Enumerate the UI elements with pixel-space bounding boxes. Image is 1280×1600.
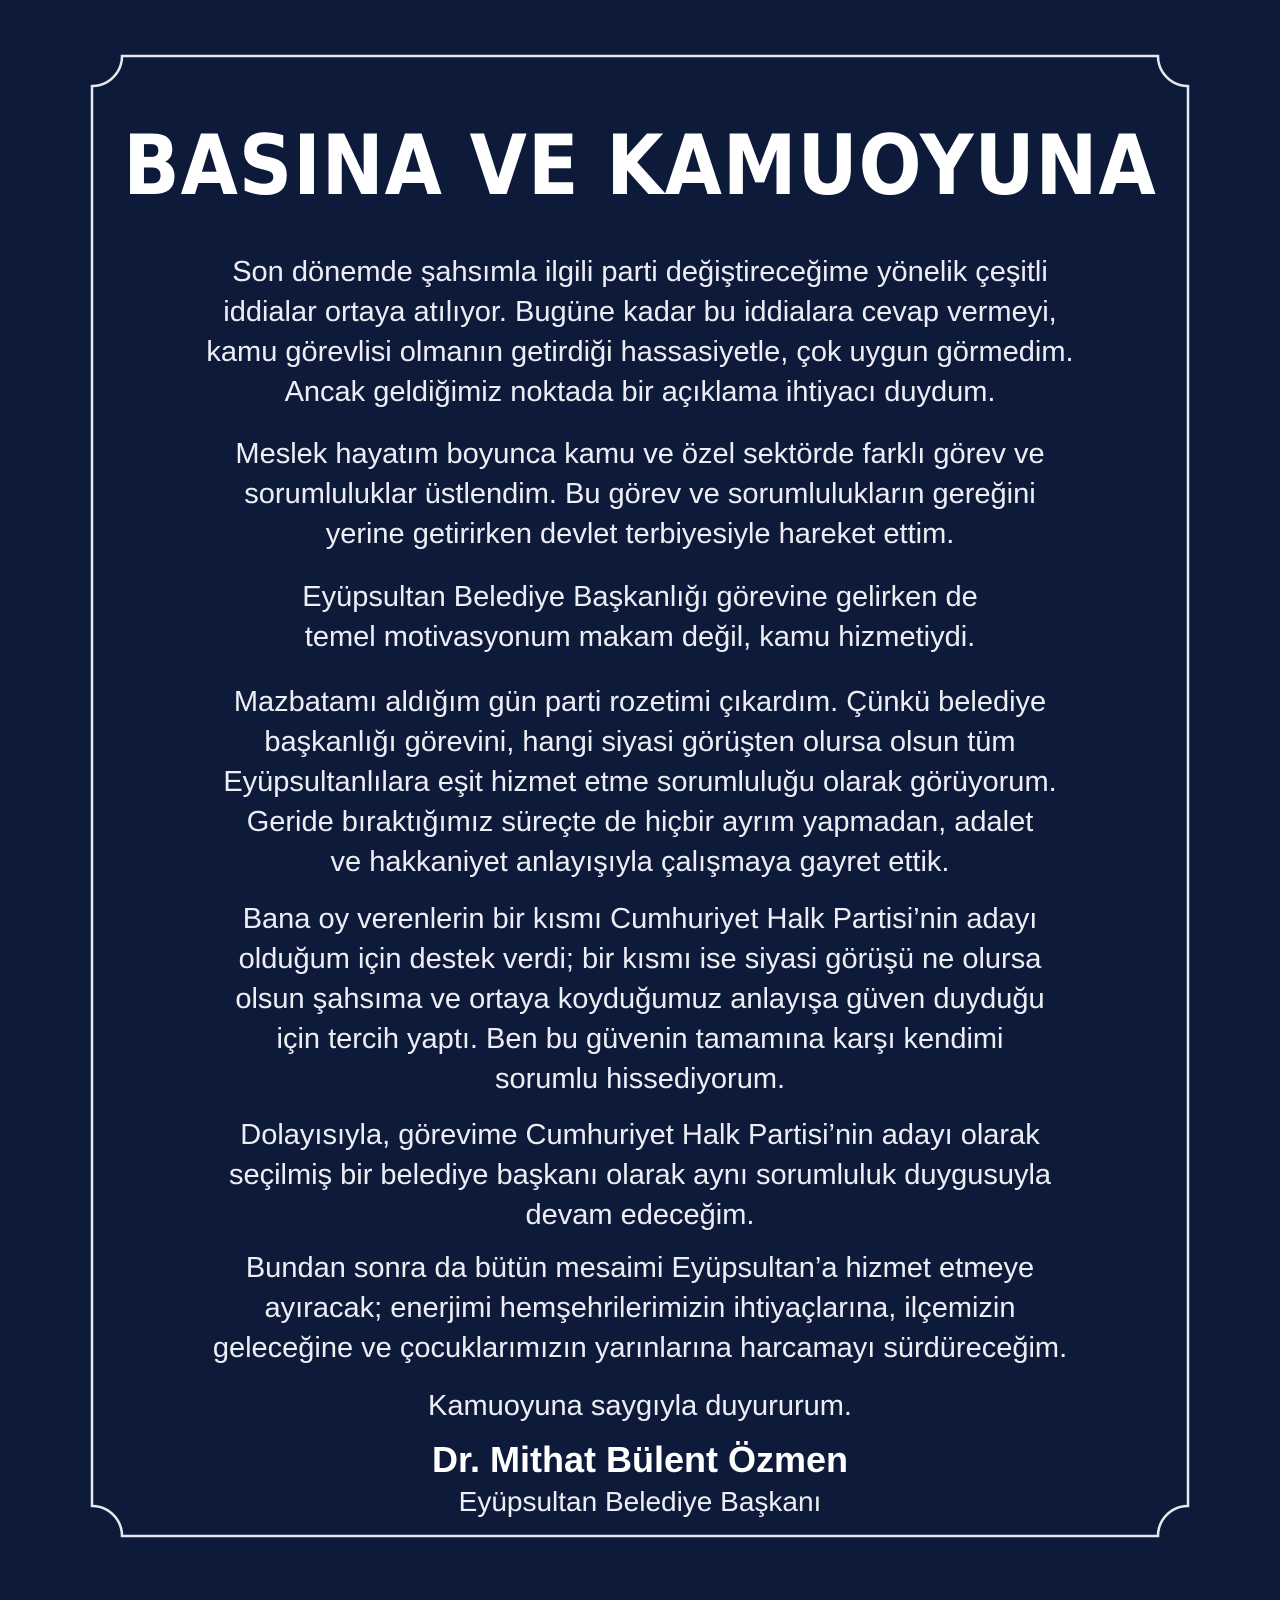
signature-name: Dr. Mithat Bülent Özmen: [431, 1439, 849, 1480]
paragraph-6: Dolayısıyla, görevime Cumhuriyet Halk Partisi’nin adayı olarak seçilmiş bir belediye başkanı olarak aynı sorumluluk duygusuyla devam edeceğim.: [228, 1119, 1052, 1231]
announcement-heading: BASINA VE KAMUOYUNA: [123, 117, 1157, 214]
paragraph-3: Eyüpsultan Belediye Başkanlığı görevine gelirken de temel motivasyonum makam değil, kamu hizmetiydi.: [302, 581, 978, 653]
signature-title: Eyüpsultan Belediye Başkanı: [458, 1486, 822, 1517]
announcement: [120, 0, 1160, 1600]
closing-line: Kamuoyuna saygıyla duyururum.: [428, 1390, 852, 1422]
paragraph-1: Son dönemde şahsımla ilgili parti değiştireceğime yönelik çeşitli iddialar ortaya atılıyor. Bugüne kadar bu iddialara cevap vermeyi, kamu görevlisi olmanın getirdiği hassasiyetle, çok uygun görmedim. Ancak geldiğimiz noktada bir açıklama ihtiyacı duydum.: [206, 256, 1074, 408]
paragraph-7: Bundan sonra da bütün mesaimi Eyüpsultan’a hizmet etmeye ayıracak; enerjimi hemşehrilerimizin ihtiyaçlarına, ilçemizin geleceğine ve çocuklarımızın yarınlarına harcamayı sürdüreceğim.: [212, 1252, 1068, 1364]
paragraph-4: Mazbatamı aldığım gün parti rozetimi çıkardım. Çünkü belediye başkanlığı görevini, hangi siyasi görüşten olursa olsun tüm Eyüpsultanlılara eşit hizmet etme sorumluluğu olarak görüyorum. Geride bıraktığımız süreçte de hiçbir ayrım yapmadan, adalet ve hakkaniyet anlayışıyla çalışmaya gayret ettik.: [223, 686, 1057, 878]
paragraph-5: Bana oy verenlerin bir kısmı Cumhuriyet Halk Partisi’nin adayı olduğum için destek verdi; bir kısmı ise siyasi görüşü ne olursa olsun şahsıma ve ortaya koyduğumuz anlayışa güven duyduğu için tercih yaptı. Ben bu güvenin tamamına karşı kendimi sorumlu hissediyorum.: [235, 903, 1045, 1095]
paragraph-2: Meslek hayatım boyunca kamu ve özel sektörde farklı görev ve sorumluluklar üstlendim. Bu görev ve sorumlulukların gereğini yerine getirirken devlet terbiyesiyle hareket ettim.: [235, 438, 1045, 550]
